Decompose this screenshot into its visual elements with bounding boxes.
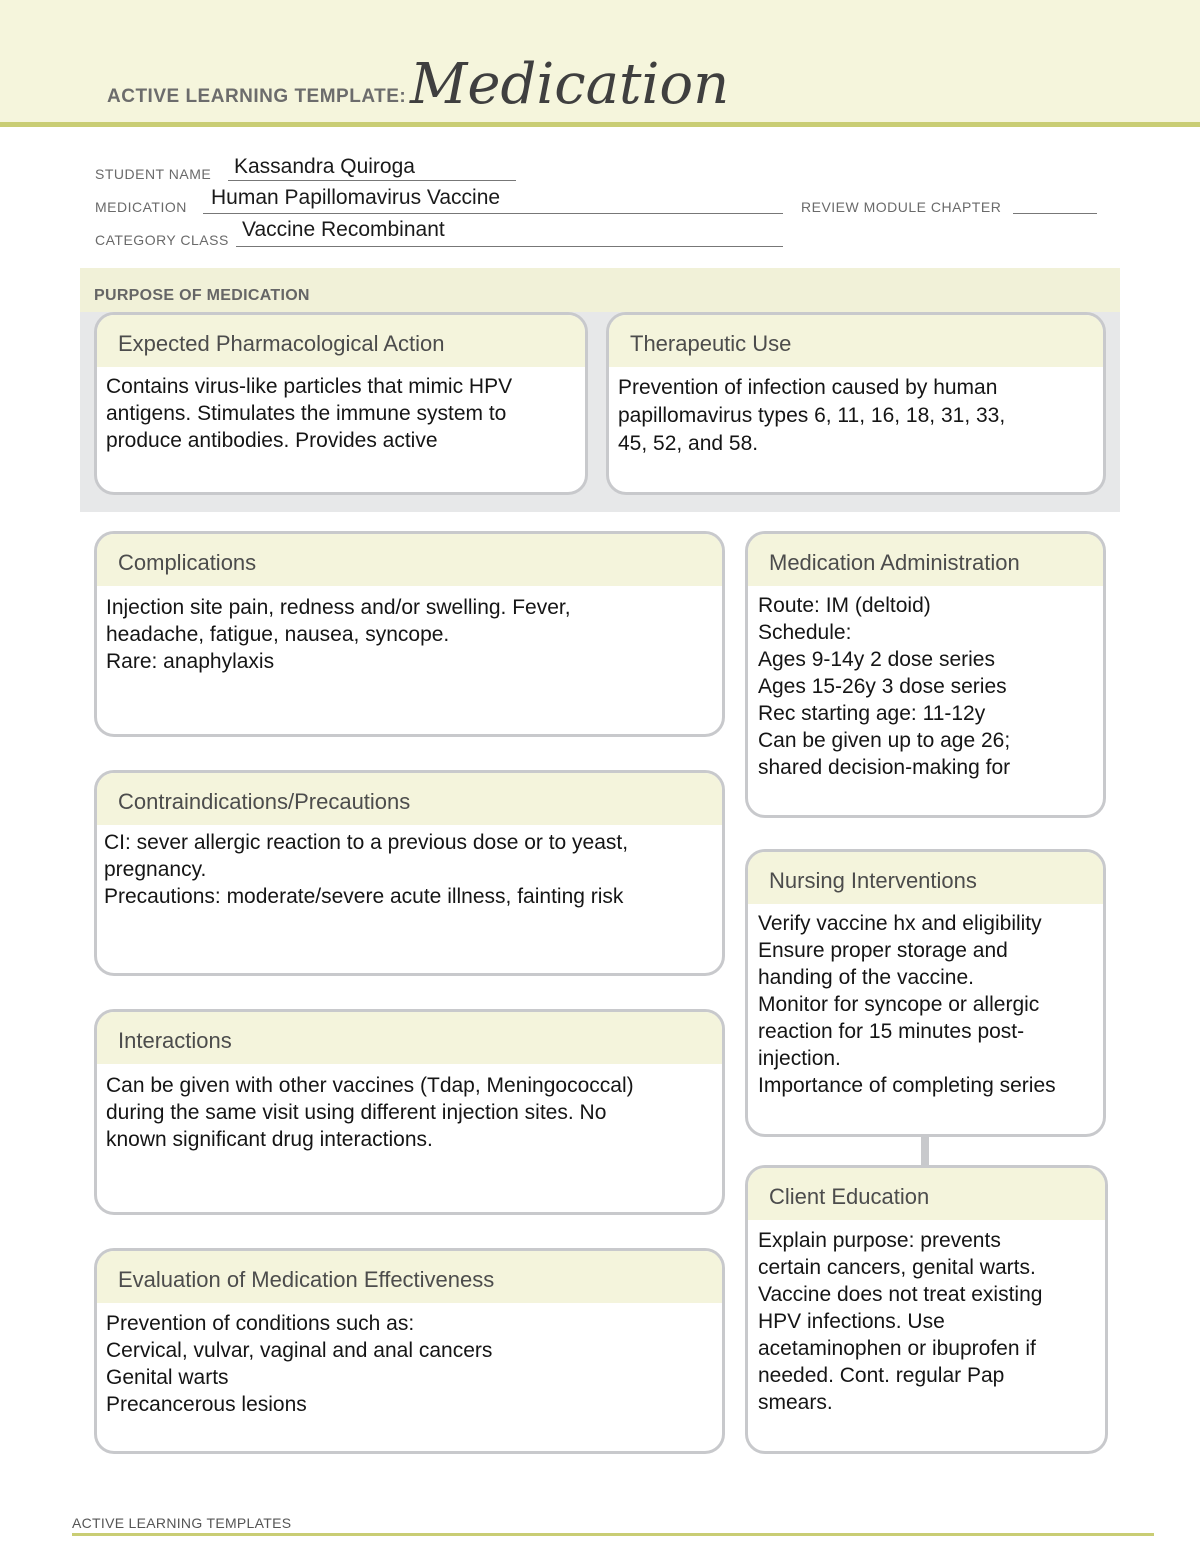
contraindications-title: Contraindications/Precautions (97, 773, 722, 825)
administration-text[interactable]: Route: IM (deltoid) Schedule: Ages 9-14y 2 dose series Ages 15-26y 3 dose series Rec starting age: 11-12y Can be given up to age 26; shared decision-making for (758, 594, 1011, 779)
review-module-line (1013, 194, 1097, 214)
pharm-action-box (94, 312, 588, 495)
client-education-box (745, 1165, 1108, 1454)
therapeutic-use-box (606, 312, 1106, 495)
client-education-text[interactable]: Explain purpose: prevents certain cancers, genital warts. Vaccine does not treat existing HPV infections. Use acetaminophen or ibuprofen if needed. Cont. regular Pap smears. (758, 1229, 1043, 1414)
purpose-label: PURPOSE OF MEDICATION (94, 287, 310, 304)
pharm-action-title: Expected Pharmacological Action (97, 315, 585, 367)
category-class-field[interactable]: Vaccine Recombinant (242, 218, 445, 241)
complications-box (94, 531, 725, 737)
pharm-action-text[interactable]: Contains virus-like particles that mimic HPV antigens. Stimulates the immune system to produce antibodies. Provides active (106, 375, 513, 452)
administration-box (745, 531, 1106, 818)
therapeutic-use-text[interactable]: Prevention of infection caused by human papillomavirus types 6, 11, 16, 18, 31, 33, 45, 52, and 58. (618, 376, 1006, 455)
footer-label: ACTIVE LEARNING TEMPLATES (72, 1515, 292, 1531)
evaluation-box (94, 1248, 725, 1454)
review-module-label: REVIEW MODULE CHAPTER (801, 199, 1002, 215)
student-name-field[interactable]: Kassandra Quiroga (234, 155, 415, 178)
category-class-label: CATEGORY CLASS (95, 232, 229, 248)
nursing-interventions-text[interactable]: Verify vaccine hx and eligibility Ensure proper storage and handing of the vaccine. Monitor for syncope or allergic reaction for 15 minutes post- injection. Importance of completing series (758, 912, 1056, 1097)
medication-label: MEDICATION (95, 199, 187, 215)
therapeutic-use-title: Therapeutic Use (609, 315, 1103, 367)
client-education-title: Client Education (748, 1168, 1105, 1220)
interactions-title: Interactions (97, 1012, 722, 1064)
evaluation-title: Evaluation of Medication Effectiveness (97, 1251, 722, 1303)
evaluation-text[interactable]: Prevention of conditions such as: Cervical, vulvar, vaginal and anal cancers Genital warts Precancerous lesions (106, 1312, 493, 1416)
student-name-label: STUDENT NAME (95, 166, 212, 182)
page-title: Medication (410, 52, 730, 117)
template-label: ACTIVE LEARNING TEMPLATE: (107, 86, 407, 107)
nursing-interventions-box (745, 849, 1106, 1137)
interactions-text[interactable]: Can be given with other vaccines (Tdap, Meningococcal) during the same visit using different injection sites. No known significant drug interactions. (106, 1074, 634, 1151)
footer-rule (72, 1533, 1154, 1536)
connector-bar (921, 1134, 929, 1168)
header-rule (0, 122, 1200, 127)
contraindications-text[interactable]: CI: sever allergic reaction to a previous dose or to yeast, pregnancy. Precautions: moderate/severe acute illness, fainting risk (104, 831, 629, 908)
complications-title: Complications (97, 534, 722, 586)
nursing-interventions-title: Nursing Interventions (748, 852, 1103, 904)
medication-field[interactable]: Human Papillomavirus Vaccine (211, 186, 501, 209)
administration-title: Medication Administration (748, 534, 1103, 586)
complications-text[interactable]: Injection site pain, redness and/or swelling. Fever, headache, fatigue, nausea, syncope. Rare: anaphylaxis (106, 596, 571, 673)
contraindications-box (94, 770, 725, 976)
interactions-box (94, 1009, 725, 1215)
